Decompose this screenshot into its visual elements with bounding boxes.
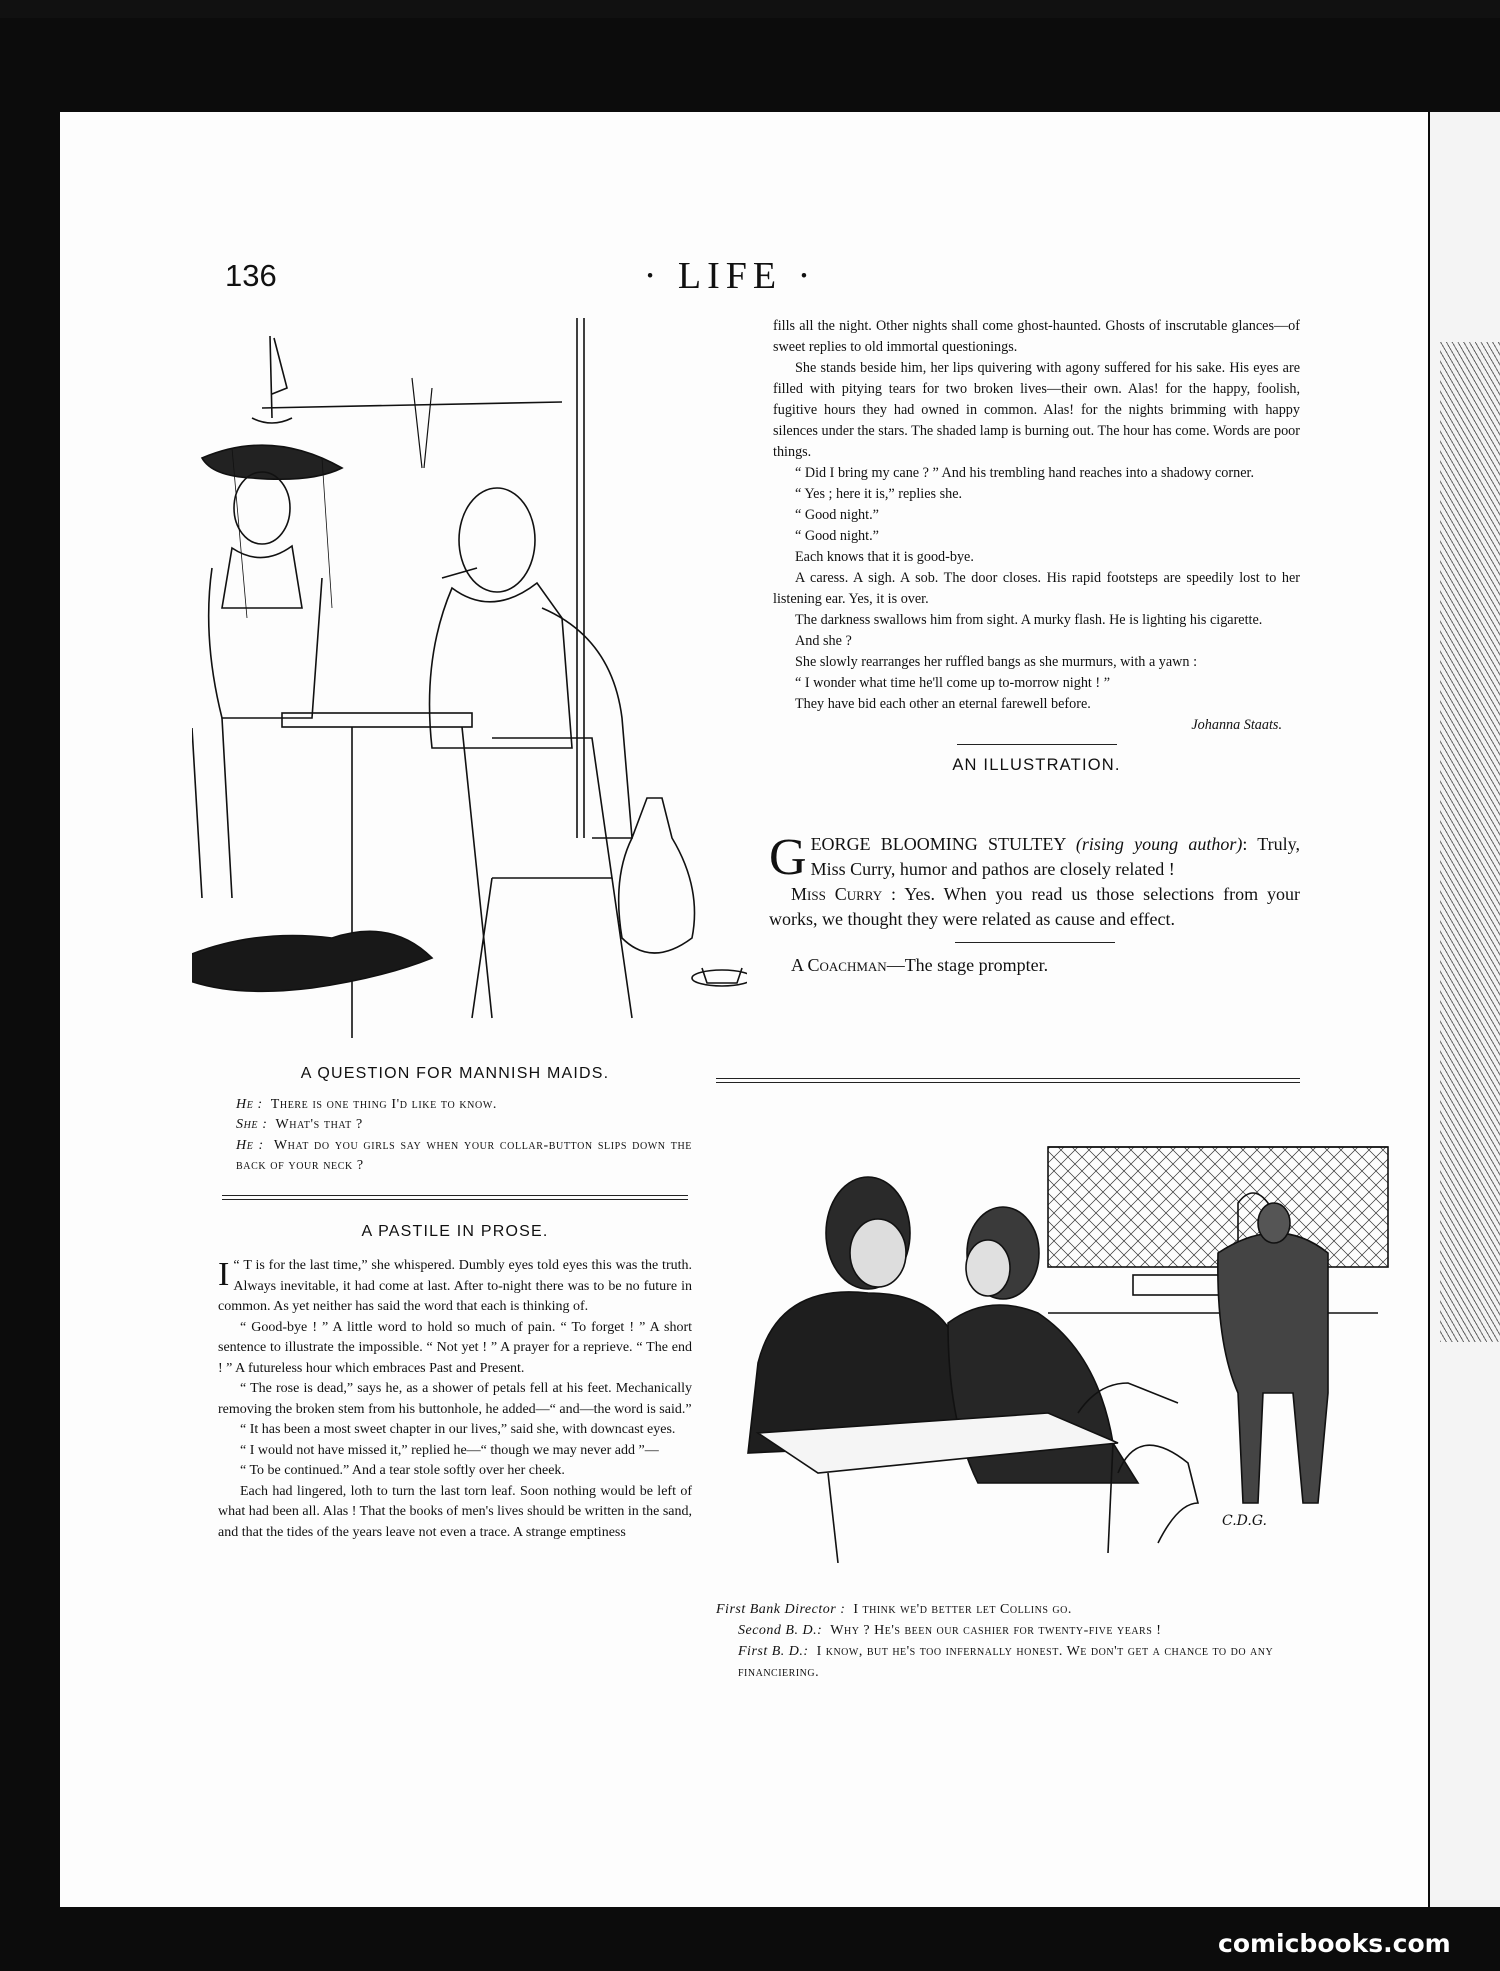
- drop-cap: I: [218, 1256, 230, 1293]
- couple-dining-illustration: [192, 318, 747, 1046]
- section-heading: AN ILLUSTRATION.: [952, 756, 1121, 774]
- paragraph: The darkness swallows him from sight. A murky flash. He is lighting his cigarette.: [795, 612, 1263, 628]
- paragraph: “ Good night.”: [795, 528, 879, 544]
- speaker: She :: [236, 1117, 268, 1132]
- section-divider: [222, 1195, 688, 1200]
- paragraph: A caress. A sigh. A sob. The door closes. His rapid footsteps are speedily lost to her listening ear. Yes, it is over.: [773, 570, 1300, 607]
- speaker: He :: [236, 1096, 263, 1112]
- quip-term: A Coachman: [791, 955, 887, 975]
- an-illustration-text: [769, 829, 1300, 978]
- opening-quote: “: [233, 1258, 240, 1273]
- paragraph: She slowly rearranges her ruffled bangs as she murmurs, with a yawn :: [795, 654, 1198, 670]
- speaker: First Bank Director :: [716, 1602, 846, 1617]
- paragraph: “ Good-bye ! ” A little word to hold so much of pain. “ To forget ! ” A short sentence to illustrate the impossible. “ Not yet ! ” A prayer for a reprieve. “ The end ! ” A futureless hour which embraces Past and Present.: [218, 1319, 692, 1376]
- paragraph: “ Did I bring my cane ? ” And his trembling hand reaches into a shadowy corner.: [795, 465, 1254, 481]
- dialog-line: There is one thing I'd like to know.: [270, 1096, 497, 1112]
- quip-text: —The stage prompter.: [886, 955, 1049, 975]
- speaker: Second B. D.:: [738, 1623, 823, 1638]
- speaker-name: EORGE BLOOMING STULTEY: [810, 834, 1066, 854]
- paragraph: “ I wonder what time he'll come up to-morrow night ! ”: [795, 675, 1110, 691]
- stage-note: (rising young author): [1075, 834, 1243, 854]
- bank-directors-illustration: [718, 1143, 1390, 1563]
- paragraph: And she ?: [795, 633, 852, 649]
- left-column: [218, 1064, 692, 1543]
- speaker: He :: [236, 1137, 264, 1153]
- paragraph: “ Good night.”: [795, 507, 879, 523]
- divider: [955, 942, 1115, 943]
- paragraph: Each had lingered, loth to turn the last torn leaf. Soon nothing would be left of what had been all. Alas ! That the books of men's lives should be written in the sand, and that the tides of the years leave not even a trace. A strange emptiness: [218, 1483, 692, 1540]
- paragraph: T is for the last time,” she whispered. Dumbly eyes told eyes this was the truth. Always inevitable, it had come at last. After to-night there was to be no future in common. As yet neither has said the word that each is thinking of.: [218, 1258, 692, 1314]
- paragraph: “ To be continued.” And a tear stole softly over her cheek.: [240, 1463, 565, 1478]
- dialog-line: Why ? He's been our cashier for twenty-five years !: [830, 1623, 1162, 1638]
- paragraph: “ Yes ; here it is,” replies she.: [795, 486, 963, 502]
- dialog-line: I think we'd better let Collins go.: [853, 1602, 1072, 1617]
- paragraph: Each knows that it is good-bye.: [795, 549, 974, 565]
- facing-page-engraving: [1440, 342, 1500, 1342]
- page-number: 136: [225, 258, 277, 293]
- speaker: First B. D.:: [738, 1644, 809, 1659]
- paragraph: They have bid each other an eternal farewell before.: [795, 696, 1091, 712]
- mannish-dialog: [218, 1095, 692, 1177]
- divider: [957, 744, 1117, 745]
- site-watermark: comicbooks.com: [1218, 1929, 1451, 1958]
- dialog-line: : Truly, Miss Curry, humor and pathos are closely related !: [810, 834, 1300, 879]
- dialog-line: What do you girls say when your collar-button slips down the back of your neck ?: [236, 1137, 692, 1173]
- paragraph: “ The rose is dead,” says he, as a shower of petals fell at his feet. Mechanically removing the broken stem from his buttonhole, he added—“ and—the word is said.”: [218, 1381, 692, 1417]
- speaker-name: Miss Curry :: [791, 884, 897, 904]
- dialog-line: What's that ?: [275, 1117, 363, 1132]
- pastile-text: [218, 1256, 692, 1543]
- paragraph: fills all the night. Other nights shall come ghost-haunted. Ghosts of inscrutable glances—of sweet replies to old immortal questionings.: [773, 318, 1300, 355]
- top-border: [0, 0, 1500, 18]
- pastile-continuation: [773, 316, 1300, 776]
- dialog-line: I know, but he's too infernally honest. We don't get a chance to do any financiering.: [738, 1644, 1274, 1680]
- section-heading: A PASTILE IN PROSE.: [361, 1222, 549, 1240]
- facing-page-edge: [1430, 112, 1500, 1907]
- dialog-line: Yes. When you read us those selections from your works, we thought they were related as cause and effect.: [769, 884, 1300, 929]
- section-divider: [716, 1078, 1300, 1083]
- paragraph: She stands beside him, her lips quivering with agony suffered for his sake. His eyes are filled with pitying tears for two broken lives—their own. Alas! for the happy, foolish, fugitive hours they had owned in common. Alas! for the nights brimming with happy silences under the stars. The shaded lamp is burning out. The hour has come. Words are poor things.: [773, 360, 1300, 460]
- artist-signature: C.D.G.: [1222, 1513, 1267, 1529]
- author-signature: Johanna Staats.: [1191, 717, 1282, 733]
- paragraph: “ It has been a most sweet chapter in our lives,” said she, with downcast eyes.: [240, 1422, 676, 1437]
- bank-caption: [716, 1599, 1300, 1683]
- drop-cap: G: [769, 829, 807, 886]
- masthead-title: · LIFE ·: [643, 255, 817, 297]
- paragraph: “ I would not have missed it,” replied he—“ though we may never add ”—: [240, 1442, 659, 1458]
- section-heading: A QUESTION FOR MANNISH MAIDS.: [300, 1065, 610, 1082]
